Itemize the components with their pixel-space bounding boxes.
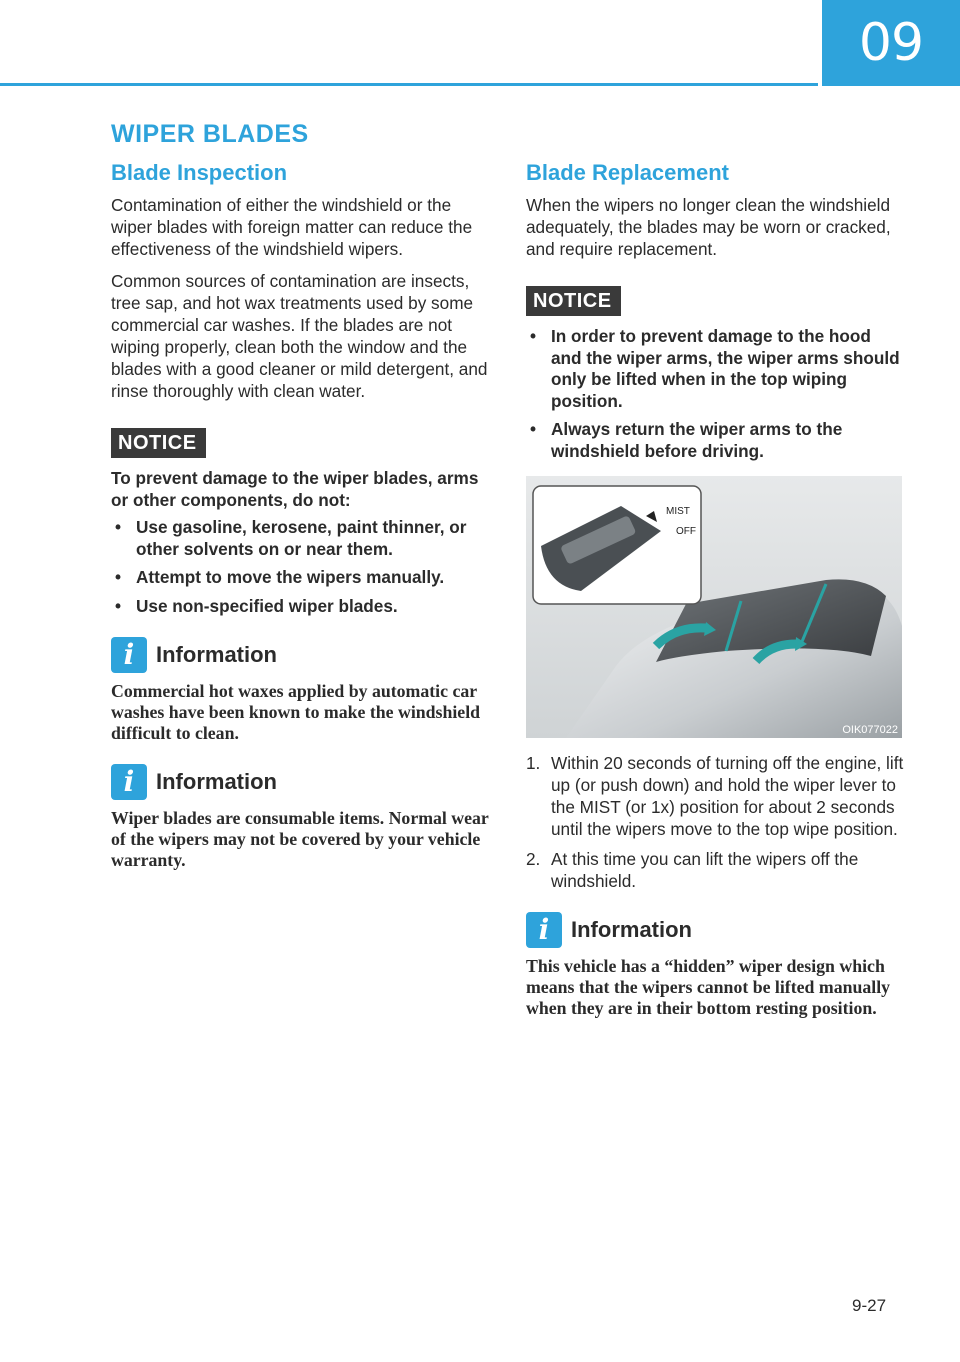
replacement-title: Blade Replacement [526,160,729,185]
notice-badge: NOTICE [111,428,206,458]
info-header [526,912,906,948]
inspection-title: Blade Inspection [111,160,288,185]
step-item [526,752,906,840]
info-icon: i [111,764,147,800]
info-body: Commercial hot waxes applied by automatic car washes have been known to make the windshield difficult to clean. [111,681,481,743]
bullet-icon: • [530,419,537,439]
bullet-icon: • [115,595,122,616]
notice-item [111,517,491,560]
bullet-icon: • [115,517,122,537]
info-title: Information [571,917,692,942]
inspection-paragraph-1: Contamination of either the windshield or the wiper blades with foreign matter can reduce the effectiveness of the windshield wipers. [111,195,473,259]
info-icon: i [526,912,562,948]
replacement-paragraph: When the wipers no longer clean the windshield adequately, the blades may be worn or cracked, and require replacement. [526,195,891,259]
step-item [526,848,906,892]
notice-item-text: Always return the wiper arms to the windshield before driving. [551,419,843,461]
right-column [526,160,906,1027]
inspection-paragraph-2: Common sources of contamination are insects, tree sap, and hot wax treatments used by some commercial car washes. If the blades are not wiping properly, clean both the window and the blades with a good cleaner or mild detergent, and rinse thoroughly with clean water. [111,271,488,401]
notice-badge: NOTICE [526,286,621,316]
notice-item-text: Attempt to move the wipers manually. [136,567,445,587]
step-number: 2. [526,849,541,869]
info-icon: i [111,637,147,673]
notice-item [526,419,906,462]
notice-list [111,517,491,617]
info-title: Information [156,642,277,667]
info-body: This vehicle has a “hidden” wiper design which means that the wipers cannot be lifted manually when they are in their bottom resting position. [526,956,891,1018]
info-body: Wiper blades are consumable items. Normal wear of the wipers may not be covered by your vehicle warranty. [111,808,489,870]
section-title: WIPER BLADES [111,120,309,148]
steps-list [526,752,906,892]
mist-label: MIST [666,506,690,517]
chapter-number: 09 [822,0,960,86]
car-windshield-illustration [526,476,902,738]
left-column [111,160,491,879]
off-label: OFF [676,526,696,537]
notice-item-text: In order to prevent damage to the hood and the wiper arms, the wiper arms should only be lifted when in the top wiping position. [551,326,900,411]
bullet-icon: • [115,567,122,587]
info-header [111,637,491,673]
info-title: Information [156,769,277,794]
info-header [111,764,491,800]
notice-item-text: Use non-specified wiper blades. [136,595,398,616]
notice-item [111,596,491,618]
page-number: 9-27 [852,1296,887,1315]
step-number: 1. [526,753,541,773]
figure-code: OIK077022 [842,724,898,736]
bullet-icon: • [530,326,537,346]
step-text: At this time you can lift the wipers off the windshield. [551,849,859,891]
wiper-lever-figure [526,476,902,738]
step-text: Within 20 seconds of turning off the engine, lift up (or push down) and hold the wiper lever to the MIST (or 1x) position for about 2 seconds until the wipers move to the top wipe position. [551,753,904,839]
notice-item-text: Use gasoline, kerosene, paint thinner, or other solvents on or near them. [136,517,467,559]
header-rule [0,83,818,86]
notice-item [111,567,491,589]
notice-intro: To prevent damage to the wiper blades, arms or other components, do not: [111,468,479,510]
notice-list [526,326,906,462]
notice-item [526,326,906,412]
